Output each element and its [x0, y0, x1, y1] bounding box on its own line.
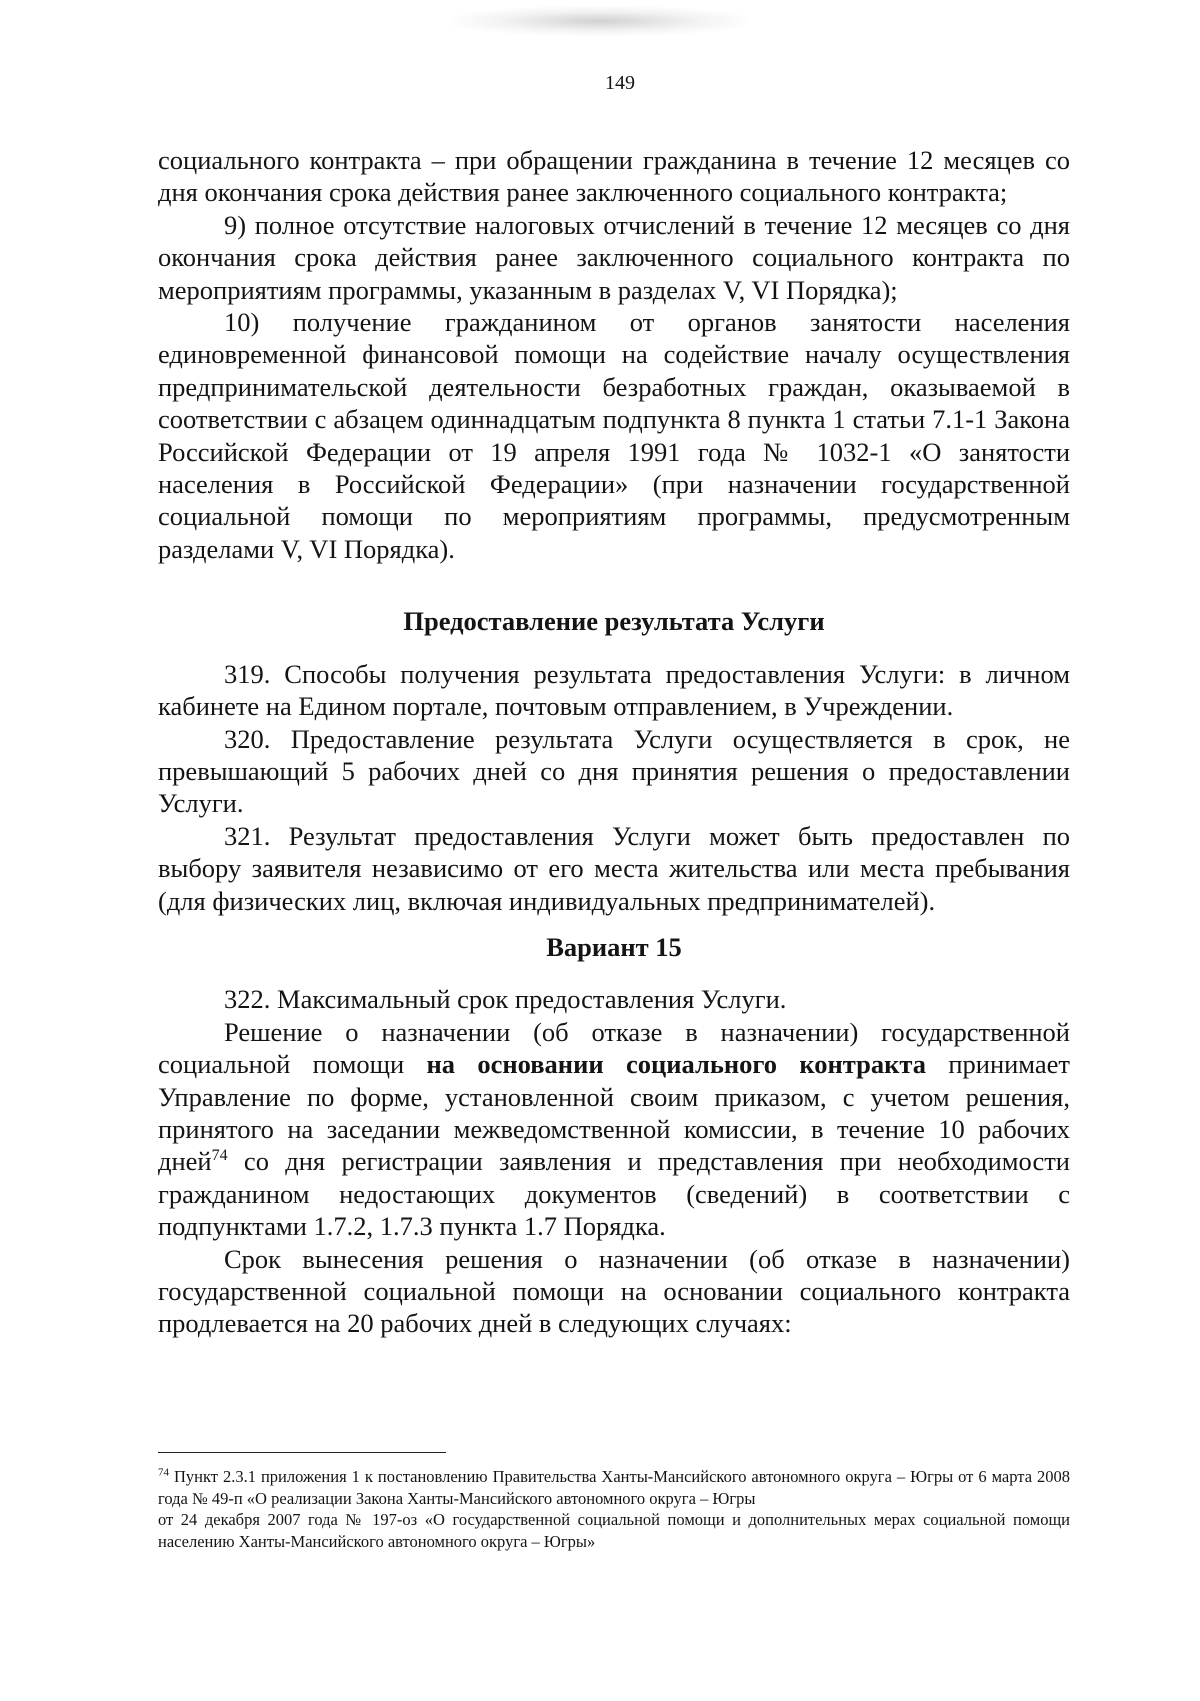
paragraph-319: 319. Способы получения результата предоставления Услуги: в личном кабинете на Едином портале, почтовым отправлением, в Учреждении. [158, 658, 1070, 722]
paragraph-321: 321. Результат предоставления Услуги может быть предоставлен по выбору заявителя независимо от его места жительства или места пребывания (для физических лиц, включая индивидуальных предпринимателей). [158, 820, 1070, 916]
paragraph-continuation: социального контракта – при обращении гражданина в течение 12 месяцев со дня окончания срока действия ранее заключенного социального контракта; [158, 145, 1070, 208]
decision-text-start: Решение о назначении (об отказе в назначении) государственной социальной помощи [158, 1016, 1070, 1080]
list-item-10: 10) получение гражданином от органов занятости населения единовременной финансовой помощи на содействие началу осуществления предпринимательской деятельности безработных граждан, оказываемой в соответствии с абзацем одиннадцатым подпункта 8 пункта 1 статьи 7.1-1 Закона Российской Федерации от 19 апреля 1991 года № 1032-1 «О занятости населения в Российской Федерации» (при назначении государственной социальной помощи по мероприятиям программы, предусмотренным разделами V, VI Порядка). [158, 307, 1070, 564]
list-item-9: 9) полное отсутствие налоговых отчислений в течение 12 месяцев со дня окончания срока действия ранее заключенного социального контракта по мероприятиям программы, указанным в разделах V, VI Порядка); [158, 209, 1070, 305]
page-number: 149 [605, 72, 635, 94]
decision-text-bold: на основании социального контракта [426, 1049, 926, 1080]
footnote-marker: 74 [158, 1466, 169, 1479]
paragraph-decision [158, 1016, 1070, 1243]
footnotes [158, 1466, 1070, 1552]
document-body [158, 144, 1070, 1340]
paragraph-term-extension: Срок вынесения решения о назначении (об отказе в назначении) государственной социальной помощи на основании социального контракта продлевается на 20 рабочих дней в следующих случаях: [158, 1243, 1070, 1339]
footnote-reference: 74 [211, 1147, 228, 1165]
footnote-separator [158, 1452, 446, 1453]
scan-artifact [450, 6, 750, 36]
footnote-74-line2: от 24 декабря 2007 года № 197-оз «О государственной социальной помощи и дополнительных мерах социальной помощи населению Ханты-Мансийского автономного округа – Югры» [158, 1510, 1070, 1551]
footnote-74-line1 [158, 1466, 1070, 1509]
footnote-text-1: Пункт 2.3.1 приложения 1 к постановлению Правительства Ханты-Мансийского автономного округа – Югры от 6 марта 2008 года № 49-п «О реализации Закона Ханты-Мансийского автономного округа – Югры [158, 1467, 1070, 1508]
paragraph-322: 322. Максимальный срок предоставления Услуги. [224, 984, 787, 1015]
decision-text-end: со дня регистрации заявления и представления при необходимости гражданином недостающих документов (сведений) в соответствии с подпунктами 1.7.2, 1.7.3 пункта 1.7 Порядка. [158, 1146, 1070, 1242]
paragraph-320: 320. Предоставление результата Услуги осуществляется в срок, не превышающий 5 рабочих дней со дня принятия решения о предоставлении Услуги. [158, 723, 1070, 819]
section-heading-variant-15: Вариант 15 [546, 931, 682, 962]
decision-text-middle: принимает Управление по форме, установленной своим приказом, с учетом решения, принятого на заседании межведомственной комиссии, в течение 10 рабочих дней [158, 1049, 1070, 1177]
section-heading-result: Предоставление результата Услуги [403, 606, 825, 637]
